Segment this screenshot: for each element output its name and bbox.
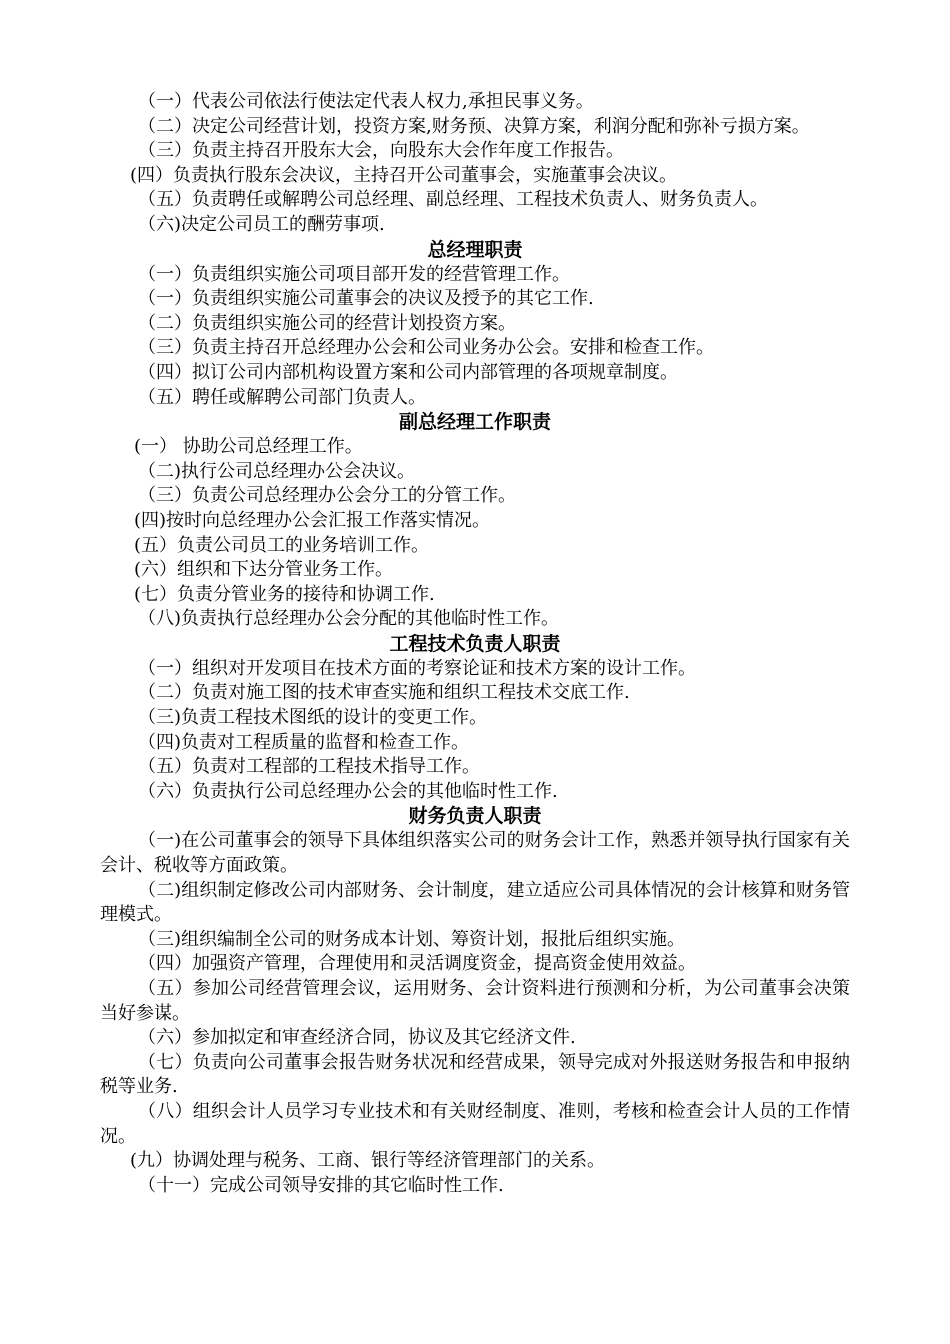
finance-item-8: （八）组织会计人员学习专业技术和有关财经制度、准则，考核和检查会计人员的工作情况。	[100, 1100, 850, 1147]
chairman-item-6: （六)决定公司员工的酬劳事项.	[138, 213, 385, 235]
gm-item-1: （一）负责组织实施公司项目部开发的经营管理工作。	[138, 263, 570, 285]
chairman-item-1: （一）代表公司依法行使法定代表人权力,承担民事义务。	[138, 91, 594, 112]
tech-item-1: （一）组织对开发项目在技术方面的考察论证和技术方案的设计工作。	[138, 657, 696, 679]
tech-item-2: （二）负责对施工图的技术审查实施和组织工程技术交底工作.	[138, 682, 630, 704]
deputy-item-4: (四)按时向总经理办公会汇报工作落实情况。	[134, 509, 491, 531]
deputy-item-2: （二)执行公司总经理办公会决议。	[138, 460, 416, 482]
tech-lead-duties	[100, 632, 850, 805]
gm-item-5: （四）拟订公司内部机构设置方案和公司内部管理的各项规章制度。	[138, 361, 678, 383]
gm-item-4: （三）负责主持召开总经理办公会和公司业务办公会。安排和检查工作。	[138, 337, 714, 359]
gm-item-6: （五）聘任或解聘公司部门负责人。	[138, 386, 426, 408]
deputy-item-3: （三）负责公司总经理办公会分工的分管工作。	[138, 485, 516, 507]
chairman-item-2: （二）决定公司经营计划，投资方案,财务预、决算方案，利润分配和弥补亏损方案。	[138, 115, 810, 137]
deputy-item-1: (一） 协助公司总经理工作。	[134, 436, 363, 458]
finance-item-2: （二)组织制定修改公司内部财务、会计制度，建立适应公司具体情况的会计核算和财务管理模式。	[100, 879, 850, 926]
finance-item-7: （七）负责向公司董事会报告财务状况和经营成果，领导完成对外报送财务报告和申报纳税等业务.	[100, 1051, 850, 1098]
finance-item-6: （六）参加拟定和审查经济合同，协议及其它经济文件.	[138, 1027, 576, 1049]
tech-item-4: （四)负责对工程质量的监督和检查工作。	[138, 731, 470, 753]
tech-item-6: （六）负责执行公司总经理办公会的其他临时性工作.	[138, 780, 558, 802]
finance-item-9: (九）协调处理与税务、工商、银行等经济管理部门的关系。	[130, 1150, 606, 1172]
section-title-tech-lead: 工程技术负责人职责	[389, 632, 561, 655]
tech-item-3: （三)负责工程技术图纸的设计的变更工作。	[138, 707, 488, 729]
chairman-item-3: （三）负责主持召开股东大会，向股东大会作年度工作报告。	[138, 140, 624, 162]
gm-item-3: （二）负责组织实施公司的经营计划投资方案。	[138, 312, 516, 334]
chairman-item-4: (四）负责执行股东会决议，主持召开公司董事会，实施董事会决议。	[130, 164, 678, 186]
deputy-item-5: (五）负责公司员工的业务培训工作。	[134, 534, 430, 556]
finance-item-5: （五）参加公司经营管理会议，运用财务、会计资料进行预测和分析，为公司董事会决策当好参谋。	[100, 978, 850, 1024]
finance-item-1: （一)在公司董事会的领导下具体组织落实公司的财务会计工作，熟悉并领导执行国家有关会计、税收等方面政策。	[100, 830, 850, 877]
deputy-item-6: (六）组织和下达分管业务工作。	[134, 559, 394, 581]
deputy-manager-duties	[100, 410, 850, 632]
chairman-duties	[100, 90, 850, 238]
tech-item-5: （五）负责对工程部的工程技术指导工作。	[138, 756, 480, 778]
finance-lead-duties	[100, 804, 850, 1198]
finance-item-10: （十一）完成公司领导安排的其它临时性工作.	[138, 1174, 504, 1196]
general-manager-duties	[100, 238, 850, 411]
section-title-deputy-manager: 副总经理工作职责	[398, 411, 551, 434]
finance-item-3: （三)组织编制全公司的财务成本计划、筹资计划，报批后组织实施。	[138, 928, 686, 950]
finance-item-4: （四）加强资产管理，合理使用和灵活调度资金，提高资金使用效益。	[138, 953, 696, 975]
deputy-item-7: (七）负责分管业务的接待和协调工作.	[134, 583, 435, 605]
gm-item-2: （一）负责组织实施公司董事会的决议及授予的其它工作.	[138, 288, 594, 310]
deputy-item-8: （八)负责执行总经理办公会分配的其他临时性工作。	[138, 608, 560, 630]
section-title-finance-lead: 财务负责人职责	[408, 805, 542, 828]
chairman-item-5: （五）负责聘任或解聘公司总经理、副总经理、工程技术负责人、财务负责人。	[138, 189, 768, 211]
section-title-general-manager: 总经理职责	[427, 238, 523, 261]
